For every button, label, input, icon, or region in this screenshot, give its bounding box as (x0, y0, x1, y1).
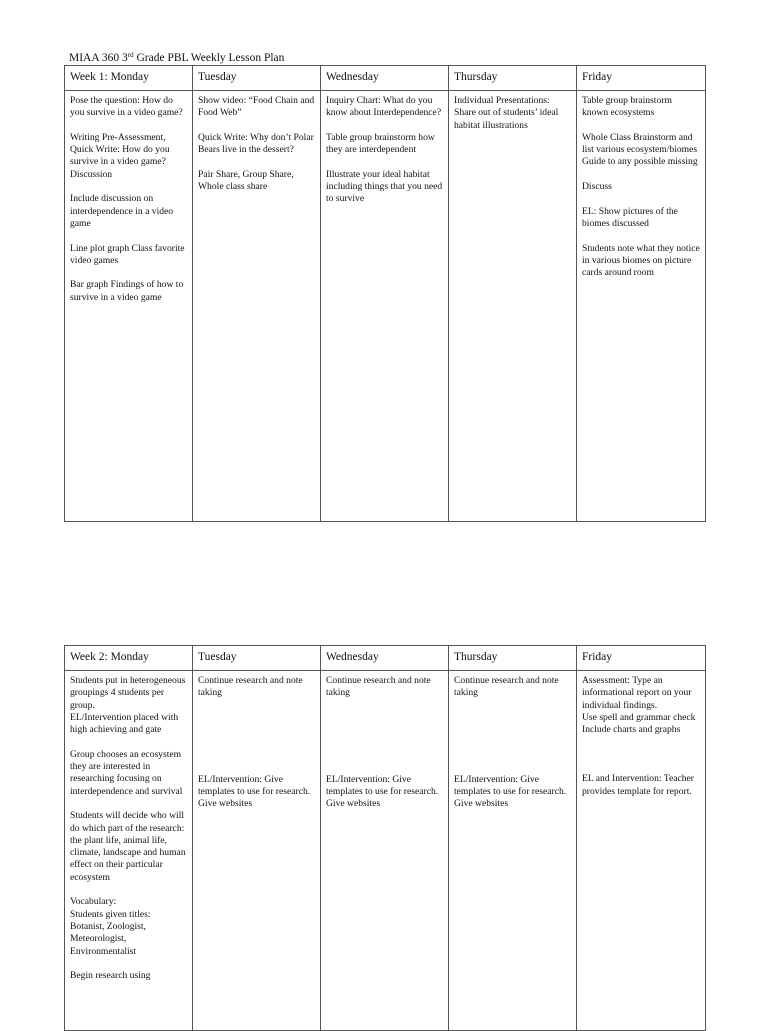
week1-header-thursday: Thursday (449, 66, 577, 91)
week2-header-thursday: Thursday (449, 646, 577, 671)
week1-friday-item: Table group brainstorm known ecosystems (582, 95, 672, 119)
week2-tuesday-item: EL/Intervention: Give templates to use for research. Give websites (198, 773, 311, 810)
week1-header-friday: Friday (577, 66, 706, 91)
week2-lesson-table (64, 645, 706, 1031)
week1-monday-item: Pose the question: How do you survive in a video game? (70, 95, 183, 119)
week1-thursday-item: Individual Presentations: Share out of students’ ideal habitat illustrations (454, 95, 559, 131)
week1-monday-cell (65, 91, 193, 522)
week1-monday-item: Include discussion on interdependence in a video game (70, 193, 174, 229)
week2-monday-cell (65, 671, 193, 1031)
week2-monday-item: Vocabulary: Students given titles: Botanist, Zoologist, Meteorologist, Environmentalist (70, 896, 151, 957)
week2-thursday-cell (449, 671, 577, 1031)
document-title (69, 51, 284, 65)
week1-tuesday-item: Show video: “Food Chain and Food Web” (198, 95, 315, 119)
week1-header-monday: Week 1: Monday (65, 66, 193, 91)
week2-monday-item: Begin research using (70, 970, 151, 982)
week1-header-row (65, 66, 706, 91)
title-suffix: Grade PBL Weekly Lesson Plan (133, 52, 285, 64)
week2-header-tuesday: Tuesday (193, 646, 321, 671)
week2-header-monday: Week 2: Monday (65, 646, 193, 671)
week1-lesson-table (64, 65, 706, 522)
week2-wednesday-cell (321, 671, 449, 1031)
week1-monday-item: Bar graph Findings of how to survive in a video game (70, 279, 184, 303)
week2-friday-cell (577, 671, 706, 1031)
week1-friday-item: Whole Class Brainstorm and list various ecosystem/biomes Guide to any possible missing (582, 131, 698, 168)
week1-content-row (65, 91, 706, 522)
week2-monday-item: Students put in heterogeneous groupings 4 students per group. EL/Intervention placed with high achieving and gate (70, 675, 186, 736)
week2-friday-item: Assessment: Type an informational report on your individual findings. Use spell and grammar check Include charts and graphs (582, 675, 696, 736)
week1-tuesday-cell (193, 91, 321, 522)
week2-tuesday-cell (193, 671, 321, 1031)
week1-friday-item: Discuss (582, 181, 612, 193)
week1-monday-item: Writing Pre-Assessment, Quick Write: How do you survive in a video game? Discussion (70, 131, 170, 180)
week1-thursday-cell (449, 91, 577, 522)
week2-header-row (65, 646, 706, 671)
week2-monday-item: Students will decide who will do which part of the research: the plant life, animal life, climate, landscape and human effect on their particular ecosystem (70, 810, 186, 883)
week2-header-friday: Friday (577, 646, 706, 671)
week2-monday-item: Group chooses an ecosystem they are interested in researching focusing on interdependence and survival (70, 748, 183, 797)
week1-friday-item: Students note what they notice in various biomes on picture cards around room (582, 242, 700, 279)
week2-friday-item: EL and Intervention: Teacher provides template for report. (582, 773, 695, 797)
week2-content-row (65, 671, 706, 1031)
week1-wednesday-cell (321, 91, 449, 522)
week1-header-wednesday: Wednesday (321, 66, 449, 91)
title-prefix: MIAA 360 3 (69, 52, 128, 64)
week2-wednesday-item: Continue research and note taking (326, 675, 431, 699)
week2-wednesday-item: EL/Intervention: Give templates to use for research. Give websites (326, 773, 439, 810)
week2-header-wednesday: Wednesday (321, 646, 449, 671)
week1-tuesday-item: Quick Write: Why don’t Polar Bears live in the dessert? (198, 131, 314, 156)
week1-wednesday-item: Table group brainstorm how they are interdependent (326, 131, 435, 156)
week1-header-tuesday: Tuesday (193, 66, 321, 91)
week1-friday-cell (577, 91, 706, 522)
week1-wednesday-item: Inquiry Chart: What do you know about Interdependence? (326, 95, 442, 119)
week2-thursday-item: Continue research and note taking (454, 675, 559, 699)
week2-tuesday-item: Continue research and note taking (198, 675, 303, 699)
week1-wednesday-item: Illustrate your ideal habitat including things that you need to survive (326, 168, 443, 205)
week2-thursday-item: EL/Intervention: Give templates to use for research. Give websites (454, 773, 567, 810)
title-superscript: rd (127, 51, 134, 59)
week1-tuesday-item: Pair Share, Group Share, Whole class share (198, 168, 294, 193)
week1-friday-item: EL: Show pictures of the biomes discussed (582, 205, 678, 229)
week1-monday-item: Line plot graph Class favorite video games (70, 242, 185, 266)
